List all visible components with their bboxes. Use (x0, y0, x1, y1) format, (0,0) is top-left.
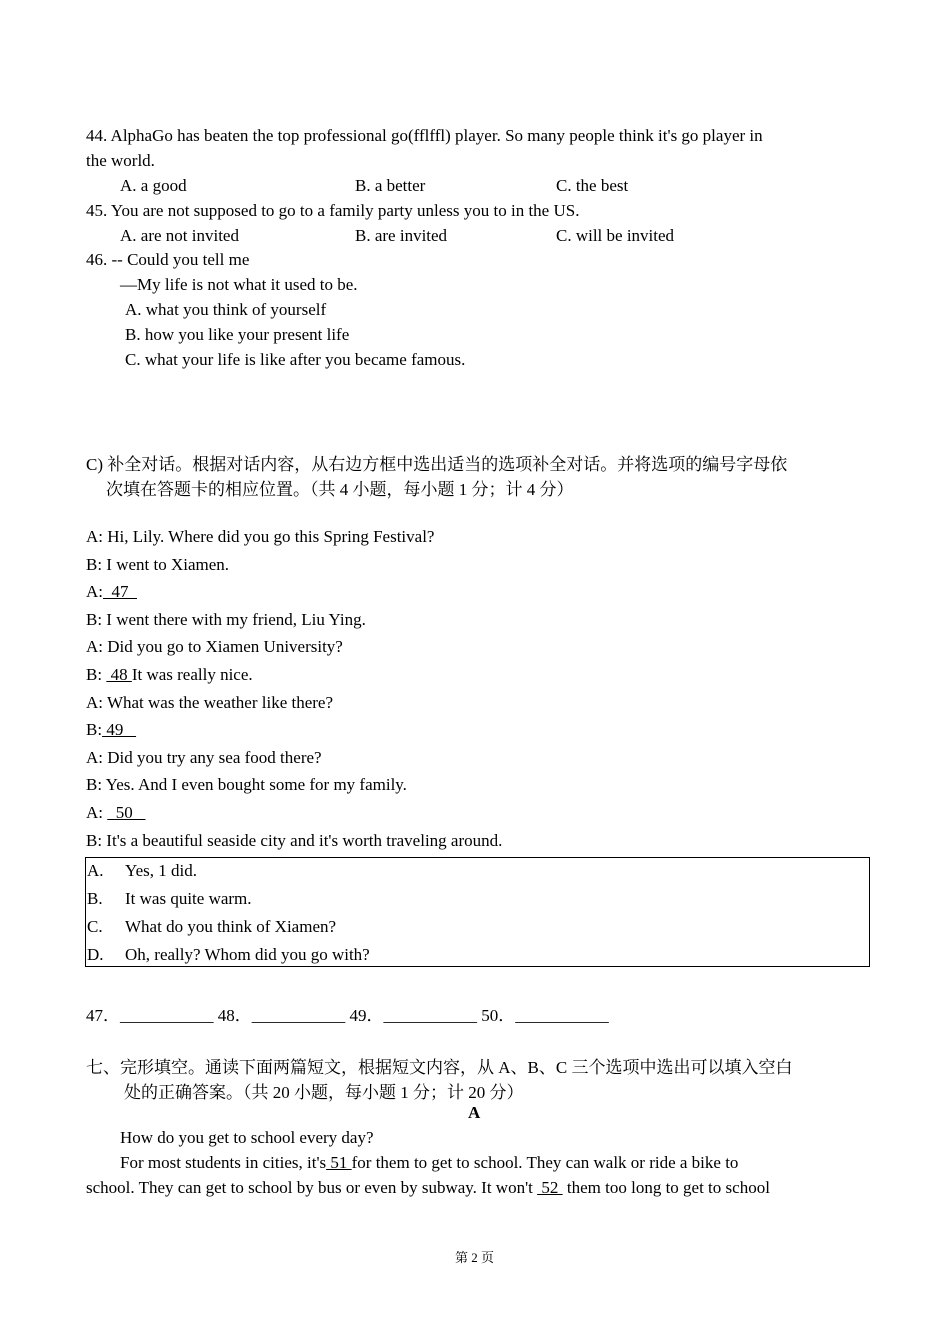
dialogue-line-text-after: It was really nice. (131, 665, 253, 684)
option-text: It was quite warm. (125, 889, 252, 908)
dialogue-line (86, 775, 407, 795)
q45-stem: 45. You are not supposed to go to a family party unless you to in the US. (86, 201, 580, 220)
dialogue-blank: 49 (102, 720, 137, 739)
answer-blanks: 47．___________ 48．___________ 49．___________ 50．___________ (86, 1006, 609, 1025)
dialogue-blank: 48 (106, 665, 132, 684)
q44-stem-line2: the world. (86, 151, 155, 170)
dialogue-line (86, 637, 343, 657)
q45-option-a: A. are not invited (120, 226, 239, 245)
dialogue-line-text: A: (86, 803, 108, 822)
dialogue-line-text: A: Did you go to Xiamen University? (86, 637, 343, 656)
dialogue-line-text: A: Did you try any sea food there? (86, 748, 322, 767)
q45-option-b: B. are invited (355, 226, 448, 245)
passage-para3-post: them too long to get to school (562, 1178, 770, 1197)
option-text: Oh, really? Whom did you go with? (125, 945, 370, 964)
option-letter: B. (87, 889, 103, 908)
q46-option-c: C. what your life is like after you became famous. (125, 350, 466, 369)
option-letter: D. (87, 945, 104, 964)
passage-para1: How do you get to school every day? (120, 1128, 374, 1147)
q46-option-b: B. how you like your present life (125, 325, 350, 344)
blank-52: 52 (537, 1178, 563, 1197)
dialogue-line (86, 803, 146, 823)
q46-option-a: A. what you think of yourself (125, 300, 327, 319)
dialogue-line-text: A: Hi, Lily. Where did you go this Spring Festival? (86, 527, 435, 546)
dialogue-line-text: B: I went to Xiamen. (86, 555, 230, 574)
dialogue-line-text: B: It's a beautiful seaside city and it's worth traveling around. (86, 831, 503, 850)
dialogue-blank: 47 (103, 582, 137, 601)
option-text: Yes, 1 did. (125, 861, 197, 880)
dialogue-line (86, 555, 229, 575)
section-7-instruction-line2: 处的正确答案。（共 20 小题，每小题 1 分；计 20 分） (124, 1083, 524, 1102)
dialogue-line (86, 720, 136, 740)
q44-option-c: C. the best (556, 176, 629, 195)
q44-option-b: B. a better (355, 176, 426, 195)
q45-option-c: C. will be invited (556, 226, 675, 245)
section-c-instruction-line1: C) 补全对话。根据对话内容，从右边方框中选出适当的选项补全对话。并将选项的编号字母依 (86, 455, 788, 474)
dialogue-line-text: A: (86, 582, 103, 601)
dialogue-line-text: A: What was the weather like there? (86, 693, 334, 712)
section-c-instruction-line2: 次填在答题卡的相应位置。（共 4 小题，每小题 1 分；计 4 分） (106, 480, 574, 499)
page-number: 第 2 页 (455, 1250, 495, 1265)
passage-para3 (86, 1178, 770, 1198)
q46-reply: —My life is not what it used to be. (120, 275, 358, 294)
dialogue-line-text: B: (86, 720, 103, 739)
dialogue-line (86, 693, 333, 713)
passage-title: A (468, 1103, 481, 1122)
passage-para2-pre: For most students in cities, it's (120, 1153, 327, 1172)
passage-para2-post: for them to get to school. They can walk or ride a bike to (351, 1153, 739, 1172)
blank-51: 51 (326, 1153, 352, 1172)
dialogue-line (86, 527, 434, 547)
dialogue-line-text: B: (86, 665, 107, 684)
q44-option-a: A. a good (120, 176, 187, 195)
dialogue-line (86, 748, 322, 768)
q46-stem: 46. -- Could you tell me (86, 250, 250, 269)
q44-stem-line1: 44. AlphaGo has beaten the top professional go(fflffl) player. So many people think it's go player in (86, 126, 763, 145)
dialogue-line-text: B: Yes. And I even bought some for my family. (86, 775, 407, 794)
dialogue-line (86, 610, 366, 630)
option-text: What do you think of Xiamen? (125, 917, 337, 936)
dialogue-blank: 50 (107, 803, 146, 822)
section-7-instruction-line1: 七、完形填空。通读下面两篇短文，根据短文内容，从 A、B、C 三个选项中选出可以填入空白 (86, 1058, 793, 1077)
passage-para3-pre: school. They can get to school by bus or even by subway. It won't (86, 1178, 538, 1197)
dialogue-line-text: B: I went there with my friend, Liu Ying. (86, 610, 366, 629)
passage-para2 (120, 1153, 738, 1173)
dialogue-line (86, 665, 253, 685)
option-letter: A. (87, 861, 104, 880)
option-letter: C. (87, 917, 103, 936)
dialogue-line (86, 582, 137, 602)
dialogue-line (86, 831, 502, 851)
